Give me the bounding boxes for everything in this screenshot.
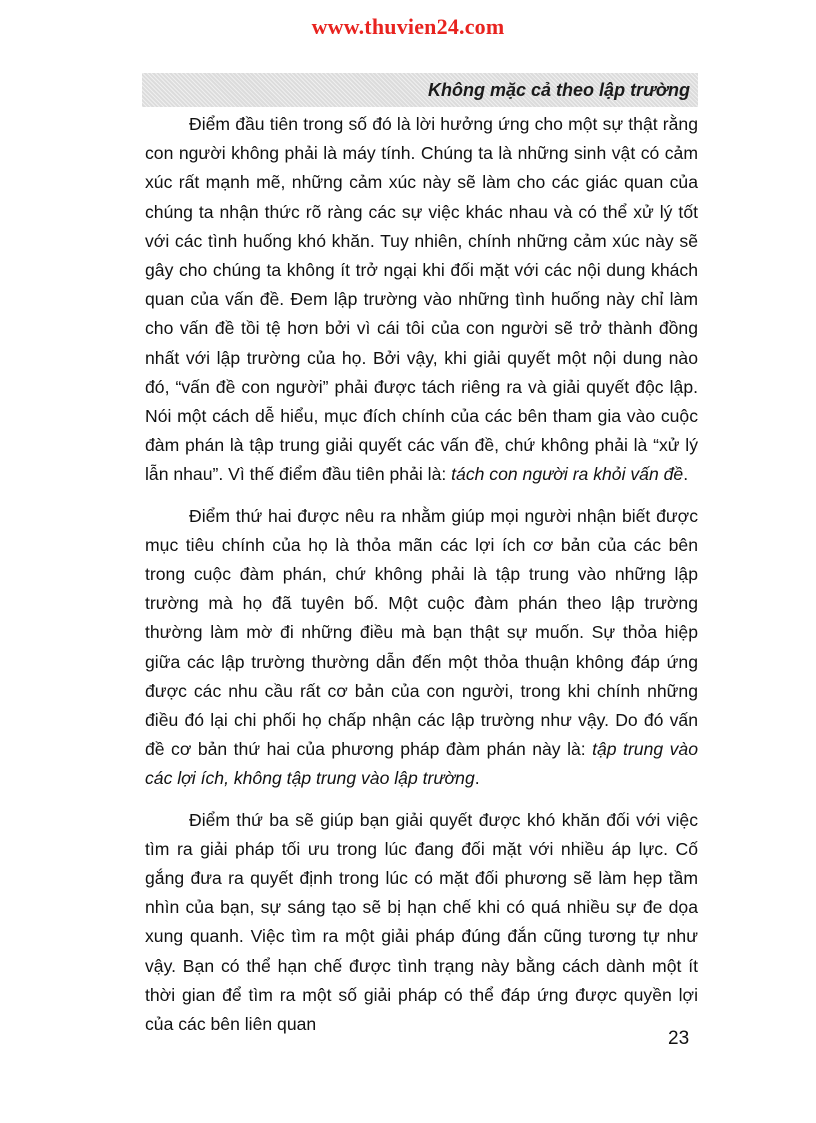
emphasis-2: tập trung vào các lợi ích, không tập trung vào lập trường bbox=[145, 739, 698, 789]
page-number: 23 bbox=[668, 1028, 690, 1049]
running-header bbox=[142, 73, 698, 107]
emphasis-1: tách con người ra khỏi vấn đề bbox=[451, 464, 684, 485]
body-text bbox=[145, 110, 698, 1039]
watermark-url: www.thuvien24.com bbox=[311, 14, 505, 39]
chapter-title: Không mặc cả theo lập trường bbox=[428, 80, 690, 100]
paragraph-3: Điểm thứ ba sẽ giúp bạn giải quyết được khó khăn đối với việc tìm ra giải pháp tối ưu trong lúc đang đối mặt với nhiều áp lực. Cố gắng đưa ra quyết định trong lúc có mặt đối phương sẽ làm hẹp tầm nhìn của bạn, sự sáng tạo sẽ bị hạn chế khi có quá nhiều sự đe dọa xung quanh. Việc tìm ra một giải pháp đúng đắn cũng tương tự như vậy. Bạn có thể hạn chế được tình trạng này bằng cách dành một ít thời gian để tìm ra một số giải pháp có thể đáp ứng được quyền lợi của các bên liên quan bbox=[145, 809, 698, 1035]
paragraph-1: Điểm đầu tiên trong số đó là lời hưởng ứng cho một sự thật rằng con người không phải là máy tính. Chúng ta là những sinh vật có cảm xúc rất mạnh mẽ, những cảm xúc này sẽ làm cho các giác quan của chúng ta nhận thức rõ ràng các sự việc khác nhau và có thể xử lý tốt với các tình huống khó khăn. Tuy nhiên, chính những cảm xúc này sẽ gây cho chúng ta không ít trở ngại khi đối mặt với các nội dung khách quan của vấn đề. Đem lập trường vào những tình huống này chỉ làm cho vấn đề tồi tệ hơn bởi vì cái tôi của con người sẽ trở thành đồng nhất với lập trường của họ. Bởi vậy, khi giải quyết một nội dung nào đó, “vấn đề con người” phải được tách riêng ra và giải quyết độc lập. Nói một cách dễ hiểu, mục đích chính của các bên tham gia vào cuộc đàm phán là tập trung giải quyết các vấn đề, chứ không phải là “xử lý lẫn nhau”. Vì thế điểm đầu tiên phải là: tách con người ra khỏi vấn đề. bbox=[145, 114, 698, 485]
paragraph-2: Điểm thứ hai được nêu ra nhằm giúp mọi người nhận biết được mục tiêu chính của họ là thỏa mãn các lợi ích cơ bản của các bên trong cuộc đàm phán, chứ không phải là tập trung vào những lập trường mà họ đã tuyên bố. Một cuộc đàm phán theo lập trường thường làm mờ đi những điều mà bạn thật sự muốn. Sự thỏa hiệp giữa các lập trường thường dẫn đến một thỏa thuận không đáp ứng được các nhu cầu rất cơ bản của con người, trong khi chính những điều đó lại chi phối họ chấp nhận các lập trường như vậy. Do đó vấn đề cơ bản thứ hai của phương pháp đàm phán này là: tập trung vào các lợi ích, không tập trung vào lập trường. bbox=[145, 505, 698, 789]
